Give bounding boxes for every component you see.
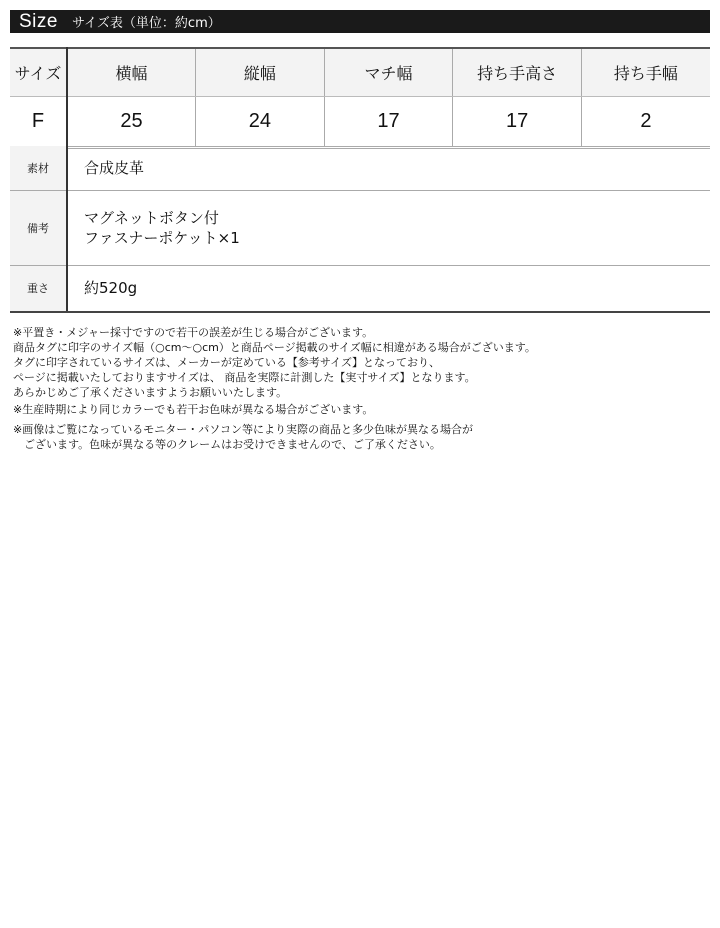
details-table (10, 146, 710, 313)
note-line: ページに掲載いたしておりますサイズは、 商品を実際に計測した【実寸サイズ】となります。 (13, 371, 476, 384)
width-value: 25 (67, 96, 196, 147)
size-value: F (10, 96, 67, 147)
column-header-handle-width: 持ち手幅 (581, 48, 710, 96)
material-line: 合成皮革 (84, 158, 145, 177)
note-line: あらかじめご了承くださいますようお願いいたします。 (13, 386, 288, 399)
remarks-line-2: ファスナーポケット×1 (84, 228, 240, 247)
detail-row-material (10, 146, 710, 190)
size-table-header-row (10, 48, 710, 96)
handle-width-value: 2 (581, 96, 710, 147)
column-header-handle-height: 持ち手高さ (453, 48, 582, 96)
remarks-label: 備考 (10, 190, 67, 265)
height-value: 24 (196, 96, 325, 147)
weight-line: 約520g (84, 279, 138, 298)
note-line: ※生産時期により同じカラーでも若干お色味が異なる場合がございます。 (13, 403, 374, 416)
column-header-height: 縦幅 (196, 48, 325, 96)
weight-value (67, 265, 710, 312)
note-line: ※平置き・メジャー採寸ですので若干の誤差が生じる場合がございます。 (13, 326, 374, 339)
note-line: ※画像はご覧になっているモニター・パソコン等により実際の商品と多少色味が異なる場合が (13, 423, 473, 436)
size-chart-title: サイズ表（単位：約cm） (71, 16, 221, 31)
table-row (10, 96, 710, 147)
weight-label: 重さ (10, 265, 67, 312)
remarks-line-1: マグネットボタン付 (84, 208, 219, 227)
note-line: ございます。色味が異なる等のクレームはお受けできませんので、ご了承ください。 (13, 438, 441, 451)
size-table (10, 47, 710, 149)
note-line: タグに印字されているサイズは、メーカーが定めている【参考サイズ】となっており、 (13, 356, 441, 369)
note-line: 商品タグに印字のサイズ幅（○cm～○cm）と商品ページ掲載のサイズ幅に相違がある場合がございます。 (13, 341, 536, 354)
column-header-width: 横幅 (67, 48, 196, 96)
size-heading: Size (19, 10, 58, 32)
size-label-header: サイズ (10, 48, 67, 96)
gusset-value: 17 (324, 96, 453, 147)
material-label: 素材 (10, 146, 67, 190)
detail-row-remarks (10, 190, 710, 265)
remarks-value (67, 190, 710, 265)
notes-section (13, 325, 713, 452)
size-chart-header (10, 10, 710, 33)
handle-height-value: 17 (453, 96, 582, 147)
column-header-gusset: マチ幅 (324, 48, 453, 96)
detail-row-weight (10, 265, 710, 312)
material-value (67, 146, 710, 190)
